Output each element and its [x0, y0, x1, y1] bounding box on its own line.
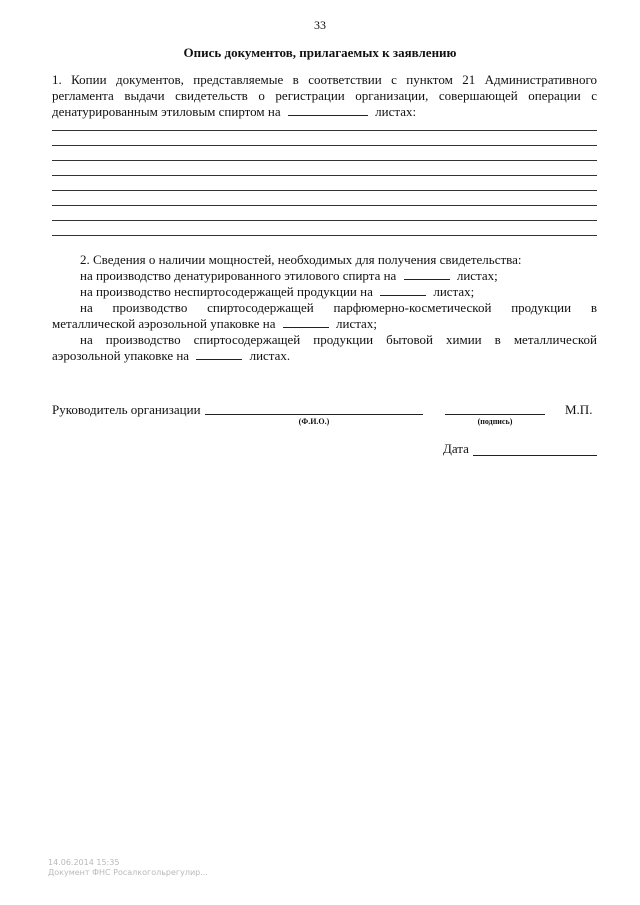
item1-blank[interactable]: [404, 268, 450, 280]
item4-suffix: листах.: [249, 348, 291, 363]
date-line[interactable]: [473, 455, 597, 456]
fio-line[interactable]: [205, 414, 423, 415]
signature-caption: (подпись): [477, 417, 513, 426]
fill-line-7[interactable]: [52, 220, 597, 221]
section2-item1: [80, 268, 498, 284]
fill-line-3[interactable]: [52, 160, 597, 161]
signature-line[interactable]: [445, 414, 545, 415]
section2-item3-line2: [52, 316, 377, 332]
item2-blank[interactable]: [380, 284, 426, 296]
fill-line-1[interactable]: [52, 130, 597, 131]
section1-line1: 1. Копии документов, представляемые в соответствии с пунктом 21 Административного: [52, 72, 597, 87]
section2-item4-line1: на производство спиртосодержащей продукции бытовой химии в металлической: [80, 332, 597, 347]
item4-blank[interactable]: [196, 348, 242, 360]
document-title: Опись документов, прилагаемых к заявлению: [183, 45, 457, 60]
footer-stamp-line1: 14.06.2014 15:35: [48, 858, 120, 867]
section2-heading: 2. Сведения о наличии мощностей, необходимых для получения свидетельства:: [80, 252, 522, 267]
section2-item2: [80, 284, 474, 300]
fill-line-5[interactable]: [52, 190, 597, 191]
item4-prefix: аэрозольной упаковке на: [52, 348, 190, 363]
section1-line3-suffix: листах:: [375, 104, 417, 119]
item1-suffix: листах;: [456, 268, 498, 283]
section1-line3-prefix: денатурированным этиловым спиртом на: [52, 104, 281, 119]
section2-item4-line2: [52, 348, 290, 364]
item2-suffix: листах;: [433, 284, 475, 299]
item3-suffix: листах;: [336, 316, 377, 331]
fio-caption: (Ф.И.О.): [298, 417, 330, 426]
item3-blank[interactable]: [283, 316, 329, 328]
footer-stamp: [48, 858, 208, 878]
section2-item3-line1: на производство спиртосодержащей парфюмерно-косметической продукции в: [80, 300, 597, 315]
fill-line-8[interactable]: [52, 235, 597, 236]
fill-line-4[interactable]: [52, 175, 597, 176]
page-number: 33: [314, 18, 326, 32]
item3-prefix: металлической аэрозольной упаковке на: [52, 316, 276, 331]
fill-line-6[interactable]: [52, 205, 597, 206]
footer-stamp-line2: Документ ФНС Росалкогольрегулир...: [48, 868, 208, 877]
section1-line3: [52, 104, 416, 120]
item2-prefix: на производство неспиртосодержащей продукции на: [80, 284, 373, 299]
section1-line2: регламента выдачи свидетельств о регистрации организации, совершающей операции с: [52, 88, 597, 103]
fill-line-2[interactable]: [52, 145, 597, 146]
signature-label: Руководитель организации: [52, 402, 201, 417]
sheets-count-blank[interactable]: [288, 104, 368, 116]
stamp-mark: М.П.: [565, 402, 593, 417]
item1-prefix: на производство денатурированного этилового спирта на: [80, 268, 397, 283]
date-label: Дата: [443, 441, 469, 456]
